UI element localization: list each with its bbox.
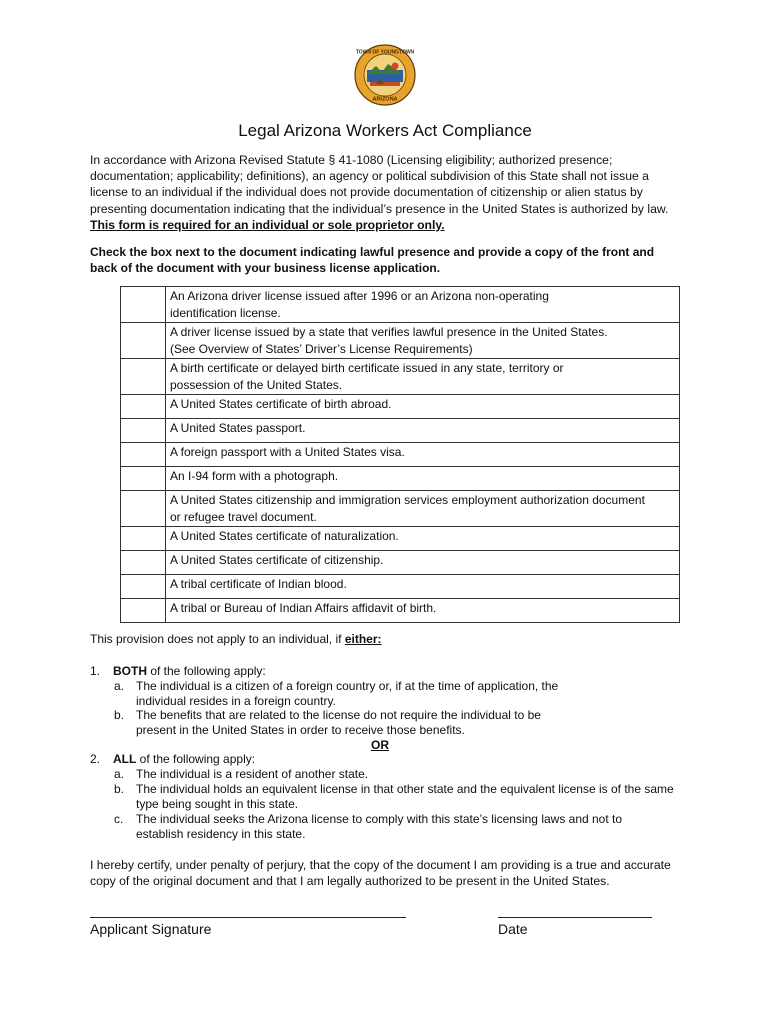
clause-2-number: 2. <box>90 752 101 766</box>
document-checkbox[interactable] <box>121 443 166 467</box>
document-description <box>166 527 680 551</box>
clause-1-item-a-letter: a. <box>114 679 125 693</box>
document-row <box>121 395 680 419</box>
document-checklist-table <box>120 286 680 623</box>
intro-emphasis: This form is required for an individual or sole proprietor only. <box>90 217 445 232</box>
instruction-text: Check the box next to the document indicating lawful presence and provide a copy of the front and back of the document with your business license application. <box>90 245 655 276</box>
document-line-1: A United States certificate of naturalization. <box>170 529 399 543</box>
clause-2-item-a <box>114 767 676 782</box>
document-row <box>121 443 680 467</box>
document-row <box>121 599 680 623</box>
svg-text:TOWN OF YOUNGTOWN: TOWN OF YOUNGTOWN <box>355 49 415 56</box>
document-checkbox[interactable] <box>121 551 166 575</box>
document-line-1: A driver license issued by a state that verifies lawful presence in the United States. <box>170 325 608 339</box>
provision-lead: This provision does not apply to an individual, if <box>90 632 345 646</box>
document-description <box>166 575 680 599</box>
document-row <box>121 323 680 359</box>
provision-text <box>90 632 382 646</box>
document-row <box>121 491 680 527</box>
intro-text: In accordance with Arizona Revised Statute § 41-1080 (Licensing eligibility; authorized presence; documentation; applicability; definitions), an agency or political subdivision of this State shall not issue a license to an individual if the individual does not provide documentation of citizenship or alien status by presenting documentation indicating that the individual’s presence in the United States is authorized by law. <box>90 153 669 216</box>
date-line[interactable] <box>498 917 652 918</box>
document-line-1: An Arizona driver license issued after 1996 or an Arizona non-operating <box>170 289 549 303</box>
document-line-2: (See Overview of States’ Driver’s License Requirements) <box>170 341 473 356</box>
clause-2-rest: of the following apply: <box>136 752 256 766</box>
document-checkbox[interactable] <box>121 575 166 599</box>
document-line-1: A United States certificate of citizenship. <box>170 553 384 567</box>
document-description <box>166 419 680 443</box>
clause-1-item-a-text: The individual is a citizen of a foreign country or, if at the time of application, the individual resides in a foreign country. <box>136 679 559 708</box>
date-label: Date <box>498 921 528 937</box>
svg-text:ARIZONA: ARIZONA <box>372 96 398 103</box>
document-description <box>166 395 680 419</box>
clause-2-item-b-letter: b. <box>114 782 125 796</box>
document-description <box>166 599 680 623</box>
document-line-1: A United States certificate of birth abroad. <box>170 397 392 411</box>
document-line-1: A foreign passport with a United States visa. <box>170 445 405 459</box>
document-checkbox[interactable] <box>121 395 166 419</box>
clause-2-item-b-text: The individual holds an equivalent license in that other state and the equivalent license is of the same type being sought in this state. <box>136 782 674 811</box>
document-row <box>121 575 680 599</box>
document-line-2: possession of the United States. <box>170 377 343 392</box>
clause-1-lead: BOTH <box>113 664 147 678</box>
document-checkbox[interactable] <box>121 359 166 395</box>
document-line-1: A birth certificate or delayed birth certificate issued in any state, territory or <box>170 361 564 375</box>
document-description <box>166 467 680 491</box>
document-checkbox[interactable] <box>121 527 166 551</box>
clause-2-item-c-text: The individual seeks the Arizona license to comply with this state’s licensing laws and not to establish residency in this state. <box>136 812 623 841</box>
clause-1-item-b <box>114 708 576 738</box>
document-checkbox[interactable] <box>121 419 166 443</box>
document-line-1: A United States passport. <box>170 421 306 435</box>
document-row <box>121 419 680 443</box>
clause-2-item-b <box>114 782 676 812</box>
clause-1-number: 1. <box>90 664 101 678</box>
document-description <box>166 551 680 575</box>
document-row <box>121 527 680 551</box>
document-row <box>121 287 680 323</box>
document-row <box>121 551 680 575</box>
clause-1-item-b-text: The benefits that are related to the license do not require the individual to be present in the United States in order to receive those benefits. <box>136 708 541 737</box>
applicant-signature-line[interactable] <box>90 917 406 918</box>
clause-2-lead: ALL <box>113 752 137 766</box>
document-description <box>166 323 680 359</box>
document-line-2: identification license. <box>170 305 281 320</box>
town-seal-logo <box>354 44 416 106</box>
clause-2-item-c <box>114 812 656 842</box>
document-line-1: A tribal or Bureau of Indian Affairs affidavit of birth. <box>170 601 437 615</box>
applicant-signature-label: Applicant Signature <box>90 921 212 937</box>
document-checkbox[interactable] <box>121 491 166 527</box>
clause-1-item-a <box>114 679 596 709</box>
certification-text: I hereby certify, under penalty of perjury, that the copy of the document I am providing is a true and accurate copy of the original document and that I am legally authorized to be present in the United States. <box>90 858 671 889</box>
intro-paragraph <box>90 152 680 233</box>
document-line-2: or refugee travel document. <box>170 509 317 524</box>
document-checkbox[interactable] <box>121 599 166 623</box>
or-separator: OR <box>371 738 389 752</box>
document-checkbox[interactable] <box>121 287 166 323</box>
clause-2-item-a-text: The individual is a resident of another state. <box>136 767 369 781</box>
clause-1-rest: of the following apply: <box>147 664 266 678</box>
document-row <box>121 359 680 395</box>
document-line-1: A tribal certificate of Indian blood. <box>170 577 347 591</box>
provision-emphasis: either: <box>344 632 382 646</box>
clause-2-heading <box>113 752 255 767</box>
document-description <box>166 491 680 527</box>
document-description <box>166 443 680 467</box>
document-description <box>166 287 680 323</box>
clause-1-item-b-letter: b. <box>114 708 125 722</box>
document-row <box>121 467 680 491</box>
document-checkbox[interactable] <box>121 467 166 491</box>
clause-2-item-c-letter: c. <box>114 812 124 826</box>
document-line-1: An I-94 form with a photograph. <box>170 469 339 483</box>
page-title: Legal Arizona Workers Act Compliance <box>238 121 532 140</box>
clause-2-item-a-letter: a. <box>114 767 125 781</box>
document-line-1: A United States citizenship and immigration services employment authorization document <box>170 493 645 507</box>
document-description <box>166 359 680 395</box>
document-checkbox[interactable] <box>121 323 166 359</box>
clause-1-heading <box>113 664 266 679</box>
